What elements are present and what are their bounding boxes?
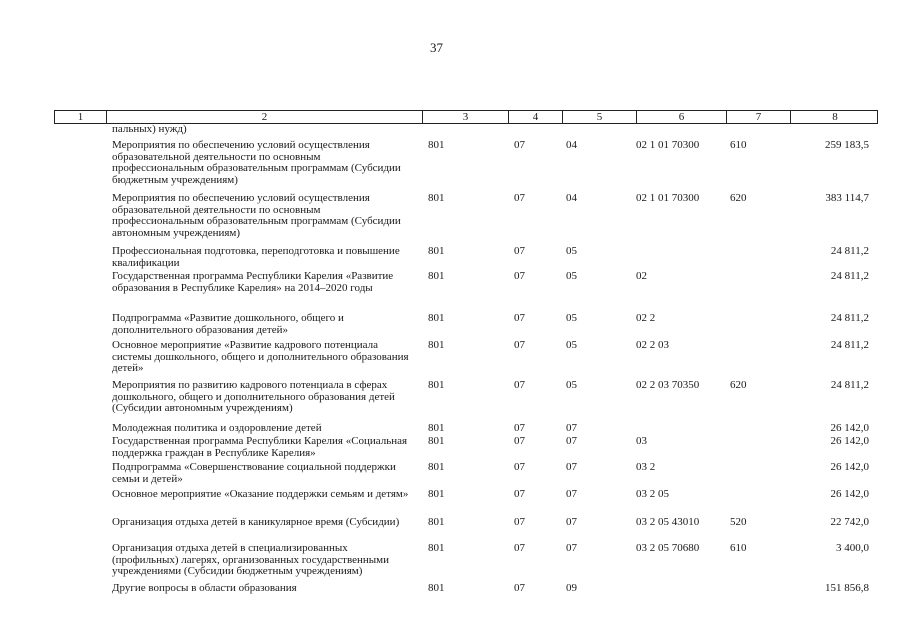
row-name: Подпрограмма «Совершенствование социальной поддержки семьи и детей»: [112, 461, 396, 485]
row-name: Государственная программа Республики Карелия «Развитие образования в Республике Карелия» на 2014–2020 годы: [112, 270, 394, 294]
row-c6: 03 2: [636, 461, 656, 473]
row-c4: 07: [514, 582, 525, 594]
row-c5: 04: [566, 192, 577, 204]
row-c6: 02 1 01 70300: [636, 139, 700, 151]
row-c8: 24 811,2: [830, 312, 869, 324]
row-c4: 07: [514, 542, 525, 554]
row-c5: 05: [566, 379, 577, 391]
row-c8: 383 114,7: [825, 192, 869, 204]
row-c4: 07: [514, 270, 525, 282]
row-c5: 05: [566, 339, 577, 351]
row-c3: 801: [428, 379, 445, 391]
header-col-1: 1: [55, 111, 107, 123]
row-c8: 259 183,5: [825, 139, 869, 151]
row-c5: 07: [566, 488, 577, 500]
row-c3: 801: [428, 488, 445, 500]
row-c6: 02: [636, 270, 647, 282]
header-col-6: 6: [637, 111, 727, 123]
row-c3: 801: [428, 270, 445, 282]
row-c3: 801: [428, 139, 445, 151]
row-name: Основное мероприятие «Развитие кадрового потенциала системы дошкольного, общего и дополнительного образования детей»: [112, 339, 409, 375]
row-name: Мероприятия по развитию кадрового потенциала в сферах дошкольного, общего и дополнительного образования детей (Субсидии автономным учреждениям): [112, 379, 395, 415]
row-c4: 07: [514, 192, 525, 204]
row-c3: 801: [428, 582, 445, 594]
row-c4: 07: [514, 435, 525, 447]
row-c7: 610: [730, 139, 747, 151]
row-c8: 24 811,2: [830, 379, 869, 391]
row-c4: 07: [514, 379, 525, 391]
row-name: Мероприятия по обеспечению условий осуществления образовательной деятельности по основным профессиональным образовательным программам (Субсидии бюджетным учреждениям): [112, 139, 401, 186]
header-col-3: 3: [423, 111, 509, 123]
row-c8: 3 400,0: [836, 542, 869, 554]
header-col-2: 2: [107, 111, 423, 123]
header-col-4: 4: [509, 111, 563, 123]
row-c8: 24 811,2: [830, 270, 869, 282]
row-c5: 07: [566, 516, 577, 528]
row-c6: 03: [636, 435, 647, 447]
row-c5: 07: [566, 461, 577, 473]
page-number: 37: [430, 40, 443, 55]
row-c3: 801: [428, 516, 445, 528]
row-c5: 07: [566, 435, 577, 447]
row-c6: 02 2 03: [636, 339, 669, 351]
row-c3: 801: [428, 192, 445, 204]
row-name: Мероприятия по обеспечению условий осуществления образовательной деятельности по основным профессиональным образовательным программам (Субсидии автономным учреждениям): [112, 192, 401, 239]
row-c6: 02 2: [636, 312, 656, 324]
row-c6: 02 2 03 70350: [636, 379, 700, 391]
row-c7: 610: [730, 542, 747, 554]
row-c8: 26 142,0: [830, 461, 869, 473]
row-c5: 09: [566, 582, 577, 594]
row-c3: 801: [428, 422, 445, 434]
header-col-5: 5: [563, 111, 637, 123]
row-c3: 801: [428, 339, 445, 351]
row-c5: 07: [566, 542, 577, 554]
row-c8: 151 856,8: [825, 582, 869, 594]
row-c7: 620: [730, 379, 747, 391]
row-c5: 05: [566, 245, 577, 257]
row-c4: 07: [514, 461, 525, 473]
row-c8: 26 142,0: [830, 488, 869, 500]
row-c4: 07: [514, 312, 525, 324]
row-name: Другие вопросы в области образования: [112, 582, 297, 594]
row-c5: 05: [566, 270, 577, 282]
row-c3: 801: [428, 461, 445, 473]
header-col-8: 8: [832, 111, 838, 123]
row-name: Организация отдыха детей в каникулярное время (Субсидии): [112, 516, 400, 528]
header-col-7: 7: [727, 111, 791, 123]
row-c5: 05: [566, 312, 577, 324]
row-c7: 620: [730, 192, 747, 204]
row-c8: 24 811,2: [830, 339, 869, 351]
row-c4: 07: [514, 488, 525, 500]
row-c7: 520: [730, 516, 747, 528]
row-c3: 801: [428, 542, 445, 554]
row-c4: 07: [514, 139, 525, 151]
row-c4: 07: [514, 245, 525, 257]
row-c3: 801: [428, 435, 445, 447]
row-c4: 07: [514, 422, 525, 434]
row-c8: 26 142,0: [830, 422, 869, 434]
row-c6: 03 2 05 70680: [636, 542, 700, 554]
row-c6: 02 1 01 70300: [636, 192, 700, 204]
table-header: [54, 110, 878, 124]
row-c8: 22 742,0: [830, 516, 869, 528]
row-name: Государственная программа Республики Карелия «Социальная поддержка граждан в Республике Карелия»: [112, 435, 408, 459]
row-name: Организация отдыха детей в специализированных (профильных) лагерях, организованных государственными учреждениями (Субсидии бюджетным учреждениям): [112, 542, 389, 578]
row-c4: 07: [514, 516, 525, 528]
row-c5: 04: [566, 139, 577, 151]
row-c6: 03 2 05: [636, 488, 669, 500]
row-c8: 24 811,2: [830, 245, 869, 257]
row-c5: 07: [566, 422, 577, 434]
row-c3: 801: [428, 245, 445, 257]
row-name: Профессиональная подготовка, переподготовка и повышение квалификации: [112, 245, 400, 269]
row-c8: 26 142,0: [830, 435, 869, 447]
row-name: Молодежная политика и оздоровление детей: [112, 422, 322, 434]
row-c3: 801: [428, 312, 445, 324]
row-name: Основное мероприятие «Оказание поддержки семьям и детям»: [112, 488, 409, 500]
row-c4: 07: [514, 339, 525, 351]
row-name: Подпрограмма «Развитие дошкольного, общего и дополнительного образования детей»: [112, 312, 344, 336]
row-c6: 03 2 05 43010: [636, 516, 700, 528]
row-name: пальных) нужд): [112, 123, 187, 135]
